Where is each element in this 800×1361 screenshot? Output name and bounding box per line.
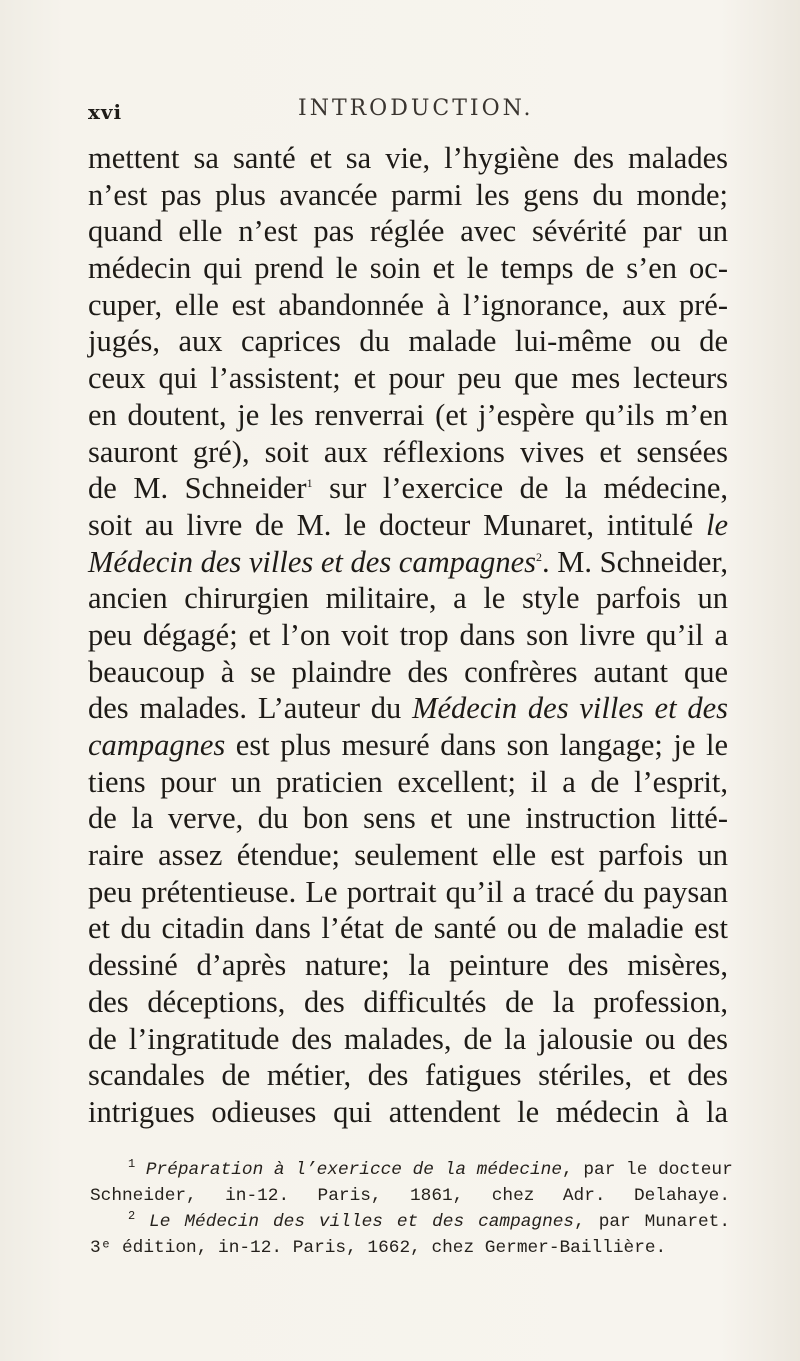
text-line [88, 727, 728, 764]
italic-title: le [705, 507, 728, 542]
text-line [88, 544, 728, 581]
text-line: médecin qui prend le soin et le temps de s’en oc- [88, 251, 728, 286]
text-line: cuper, elle est abandonnée à l’ignorance, aux pré- [88, 287, 728, 322]
text-line [88, 470, 728, 507]
text-line: sauront gré), soit aux réflexions vives et sensées [88, 434, 728, 469]
text-segment: de M. Schneider [88, 471, 307, 506]
footnote-2-line-2: 3ᵉ édition, in-12. Paris, 1662, chez Germer-Baillière. [90, 1238, 667, 1258]
footnote-title: Le Médecin des villes et des campagnes [149, 1212, 575, 1232]
footnote-1-line-1 [90, 1157, 733, 1183]
text-line: de l’ingratitude des malades, de la jalousie ou des [88, 1021, 728, 1056]
text-line: peu dégagé; et l’on voit trop dans son livre qu’il a [88, 617, 728, 652]
running-head [88, 96, 728, 128]
italic-title: campagnes [88, 728, 226, 762]
text-line: jugés, aux caprices du malade lui-même ou de [88, 324, 728, 359]
text-line: peu prétentieuse. Le portrait qu’il a tracé du paysan [88, 874, 728, 909]
text-segment: soit au livre de M. le docteur Munaret, intitulé [88, 507, 706, 542]
text-line: ancien chirurgien militaire, a le style parfois un [88, 581, 728, 616]
text-segment: est plus mesuré dans son langage; je le [225, 728, 728, 762]
text-segment: des malades. L’auteur du [88, 691, 413, 726]
text-line: n’est pas plus avancée parmi les gens du monde; [88, 177, 728, 212]
italic-title: Médecin des villes et des [412, 691, 728, 726]
text-line: ceux qui l’assistent; et pour peu que mes lecteurs [88, 361, 728, 396]
text-line: mettent sa santé et sa vie, l’hygiène des malades [88, 141, 728, 175]
text-segment: sur l’exercice de la médecine, [312, 471, 728, 506]
text-segment: . M. Schneider, [542, 544, 729, 579]
text-line: dessiné d’après nature; la peinture des misères, [88, 948, 728, 983]
text-line [88, 507, 728, 544]
footnotes [90, 1157, 733, 1261]
text-line [88, 690, 728, 727]
text-line: beaucoup à se plaindre des confrères autant que [88, 654, 728, 689]
italic-title: Médecin des villes et des campagnes [88, 544, 537, 579]
footnote-text: , par le docteur [562, 1160, 733, 1180]
text-line: raire assez étendue; seulement elle est parfois un [88, 838, 728, 873]
footnote-text: , par Munaret. [574, 1212, 730, 1232]
text-line: quand elle n’est pas réglée avec sévérité par un [88, 214, 728, 249]
footnote-mark: 1 [128, 1157, 136, 1172]
footnote-2-line-1 [90, 1209, 730, 1235]
text-line: en doutent, je les renverrai (et j’espère qu’ils m’en [88, 397, 728, 432]
footnote-1-line-2: Schneider, in-12. Paris, 1861, chez Adr. Delahaye. [90, 1186, 730, 1206]
footnote-ref[interactable]: 1 [306, 476, 313, 491]
footnote-mark: 2 [128, 1209, 136, 1224]
text-line: et du citadin dans l’état de santé ou de maladie est [88, 911, 728, 946]
footnote-title: Préparation à l’exericce de la médecine [145, 1160, 563, 1180]
text-line: tiens pour un praticien excellent; il a de l’esprit, [88, 764, 728, 799]
text-line: intrigues odieuses qui attendent le médecin à la [88, 1094, 728, 1129]
footnote-ref[interactable]: 2 [536, 549, 543, 564]
page-number: xvi [88, 100, 123, 124]
text-line: des déceptions, des difficultés de la profession, [88, 984, 728, 1019]
text-line: de la verve, du bon sens et une instruction litté- [88, 801, 728, 836]
main-text [88, 140, 728, 1131]
text-line: scandales de métier, des fatigues stériles, et des [88, 1058, 728, 1093]
running-title: INTRODUCTION. [298, 96, 534, 121]
